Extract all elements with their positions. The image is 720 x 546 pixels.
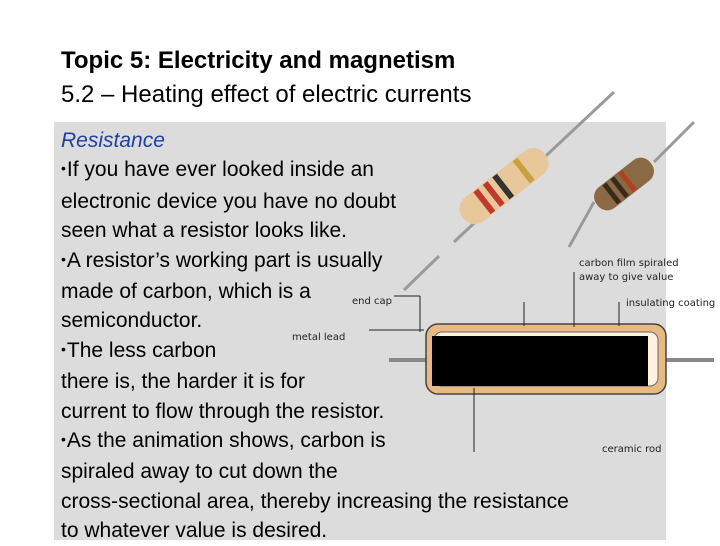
text-line [61,367,661,396]
bullet-icon: • [61,340,66,357]
line-text: As the animation shows, carbon is [66,429,386,453]
bullet-icon: • [61,431,66,448]
label-insulating-coating: insulating coating [626,298,716,309]
line-text: current to flow through the resistor. [61,399,385,423]
label-carbon-film-line2: away to give value [579,272,674,283]
line-text: to whatever value is desired. [61,519,328,543]
bullet-icon: • [61,160,66,177]
line-text: A resistor’s working part is usually [66,248,383,272]
text-line [61,306,661,335]
slide-header [61,44,471,112]
line-text: cross-sectional area, thereby increasing the resistance [61,489,569,513]
bullet-line [61,336,661,367]
slide-title: Topic 5: Electricity and magnetism [61,47,456,74]
line-text: The less carbon [66,338,217,362]
label-ceramic-rod: ceramic rod [602,444,662,455]
bullet-list [61,155,661,545]
line-text: If you have ever looked inside an [66,158,374,182]
bullet-icon: • [61,250,66,267]
text-line [61,187,661,216]
label-carbon-film-line1: carbon film spiraled [579,258,679,269]
line-text: seen what a resistor looks like. [61,219,347,243]
line-text: made of carbon, which is a [61,280,311,304]
slide-subtitle: 5.2 – Heating effect of electric currents [61,81,472,108]
line-text: semiconductor. [61,309,203,333]
text-line [61,487,661,516]
bullet-line [61,155,661,186]
text-line [61,397,661,426]
bullet-line [61,426,661,457]
line-text: there is, the harder it is for [61,370,305,394]
text-line [61,457,661,486]
bullet-line [61,246,661,277]
line-text: electronic device you have no doubt [61,189,397,213]
slide-body [61,126,661,546]
label-metal-lead: metal lead [292,332,346,343]
label-end-cap: end cap [352,296,392,307]
section-heading: Resistance [61,129,165,152]
text-line [61,516,661,545]
text-line [61,216,661,245]
text-line [61,277,661,306]
line-text: spiraled away to cut down the [61,460,338,484]
